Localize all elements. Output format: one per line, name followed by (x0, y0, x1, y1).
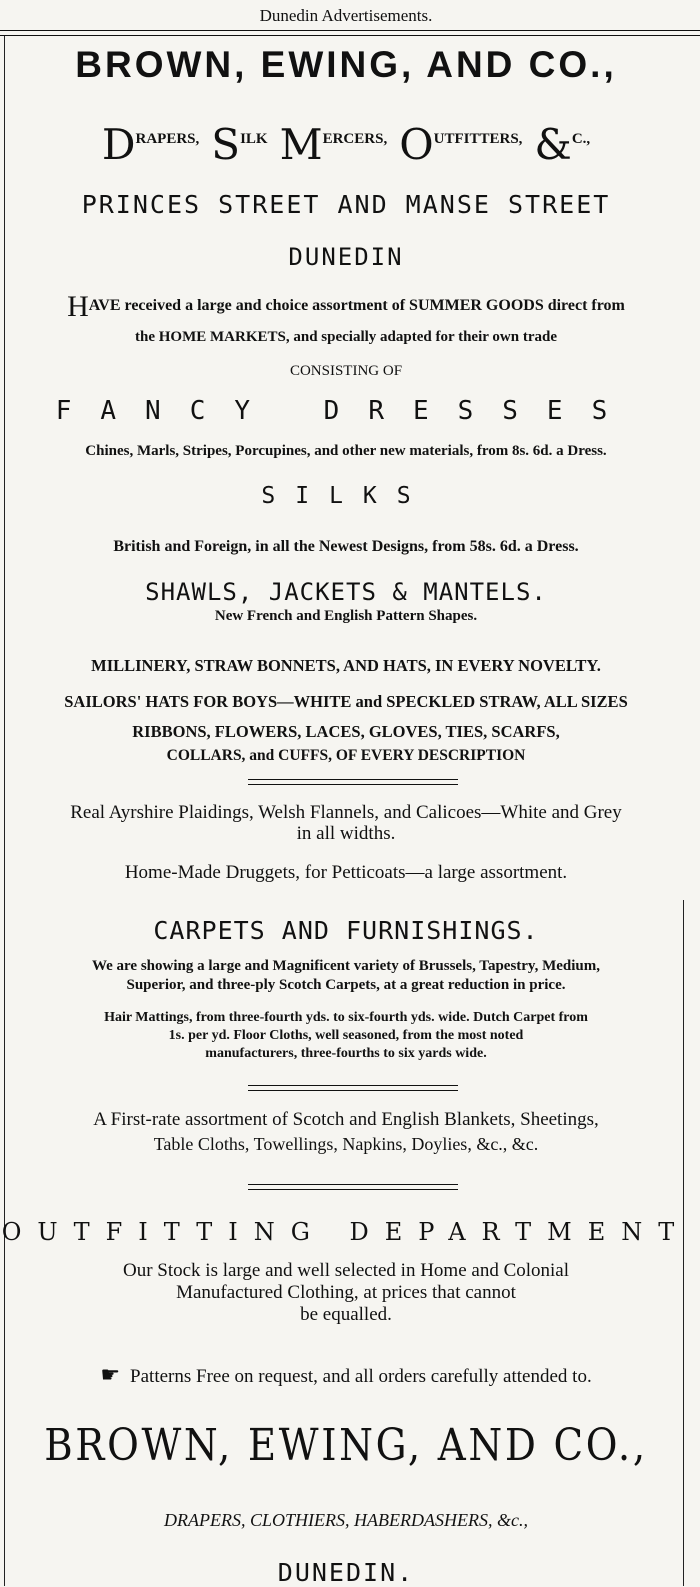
carpets-heading: CARPETS AND FURNISHINGS. (153, 916, 539, 945)
blankets-line-1: A First-rate assortment of Scotch and English Blankets, Sheetings, (93, 1109, 599, 1130)
firm-name-bottom: BROWN, EWING, AND CO., (44, 1420, 648, 1471)
shawls-heading: SHAWLS, JACKETS & MANTELS. (145, 578, 547, 606)
header-rule-thin (0, 35, 700, 36)
city-top: DUNEDIN (288, 243, 404, 271)
trade-drapers: DRAPERS, (101, 120, 200, 169)
outfitting-line-3: be equalled. (300, 1304, 392, 1325)
silks-text: British and Foreign, in all the Newest Designs, from 58s. 6d. a Dress. (113, 538, 579, 555)
millinery-line-4: COLLARS, and CUFFS, OF EVERY DESCRIPTION (166, 747, 526, 764)
fancy-dresses-text: Chines, Marls, Stripes, Porcupines, and other new materials, from 8s. 6d. a Dress. (85, 443, 607, 459)
millinery-line-1: MILLINERY, STRAW BONNETS, AND HATS, IN EVERY NOVELTY. (91, 656, 601, 675)
plaidings-line-2: in all widths. (296, 823, 396, 844)
millinery-line-3: RIBBONS, FLOWERS, LACES, GLOVES, TIES, SCARFS, (132, 722, 560, 741)
divider-rule (248, 779, 458, 785)
trade-silk: SILK (211, 120, 268, 169)
trade-mercers: MERCERS, (279, 120, 388, 169)
intro-line-2: the HOME MARKETS, and specially adapted for their own trade (135, 329, 557, 345)
trades-bottom: DRAPERS, CLOTHIERS, HABERDASHERS, &c., (164, 1510, 528, 1530)
carpets-line-2: Superior, and three-ply Scotch Carpets, at a great reduction in price. (126, 977, 566, 993)
header-rule (0, 30, 700, 31)
fancy-dresses-heading: FANCY DRESSES (55, 396, 637, 426)
trade-outfitters: OUTFITTERS, (399, 120, 523, 169)
outfitting-line-1: Our Stock is large and well selected in Home and Colonial (122, 1260, 570, 1281)
carpets-line-5: manufacturers, three-fourths to six yards wide. (205, 1046, 487, 1061)
outfitting-heading: OUTFITTING DEPARTMENT (1, 1218, 691, 1246)
pointing-hand-icon: ☛ (100, 1362, 121, 1387)
divider-rule (248, 1184, 458, 1190)
patterns-note: ☛ Patterns Free on request, and all orders carefully attended to. (100, 1362, 592, 1387)
millinery-line-2: SAILORS' HATS FOR BOYS—WHITE and SPECKLED STRAW, ALL SIZES (64, 692, 628, 711)
city-bottom: DUNEDIN. (277, 1558, 415, 1587)
druggets-line: Home-Made Druggets, for Petticoats—a large assortment. (124, 862, 568, 883)
trade-etc: &C., (534, 120, 591, 169)
shawls-text: New French and English Pattern Shapes. (214, 608, 478, 624)
trades-line (0, 120, 692, 169)
firm-name-top: BROWN, EWING, AND CO., (75, 44, 617, 85)
intro-line-3: CONSISTING OF (289, 363, 403, 379)
outfitting-line-2: Manufactured Clothing, at prices that cannot (176, 1282, 516, 1303)
streets-line: PRINCES STREET AND MANSE STREET (81, 190, 611, 219)
carpets-line-1: We are showing a large and Magnificent variety of Brussels, Tapestry, Medium, (91, 958, 601, 974)
intro-line-1: HAVE received a large and choice assortment of SUMMER GOODS direct from (67, 290, 625, 323)
silks-heading: SILKS (261, 483, 431, 509)
carpets-line-3: Hair Mattings, from three-fourth yds. to six-fourth yds. wide. Dutch Carpet from (104, 1010, 588, 1025)
page-header: Dunedin Advertisements. (259, 6, 433, 25)
divider-rule (248, 1085, 458, 1091)
blankets-line-2: Table Cloths, Towellings, Napkins, Doylies, &c., &c. (153, 1134, 539, 1154)
plaidings-line-1: Real Ayrshire Plaidings, Welsh Flannels, and Calicoes—White and Grey (70, 802, 622, 823)
carpets-line-4: 1s. per yd. Floor Cloths, well seasoned, from the most noted (168, 1028, 524, 1043)
